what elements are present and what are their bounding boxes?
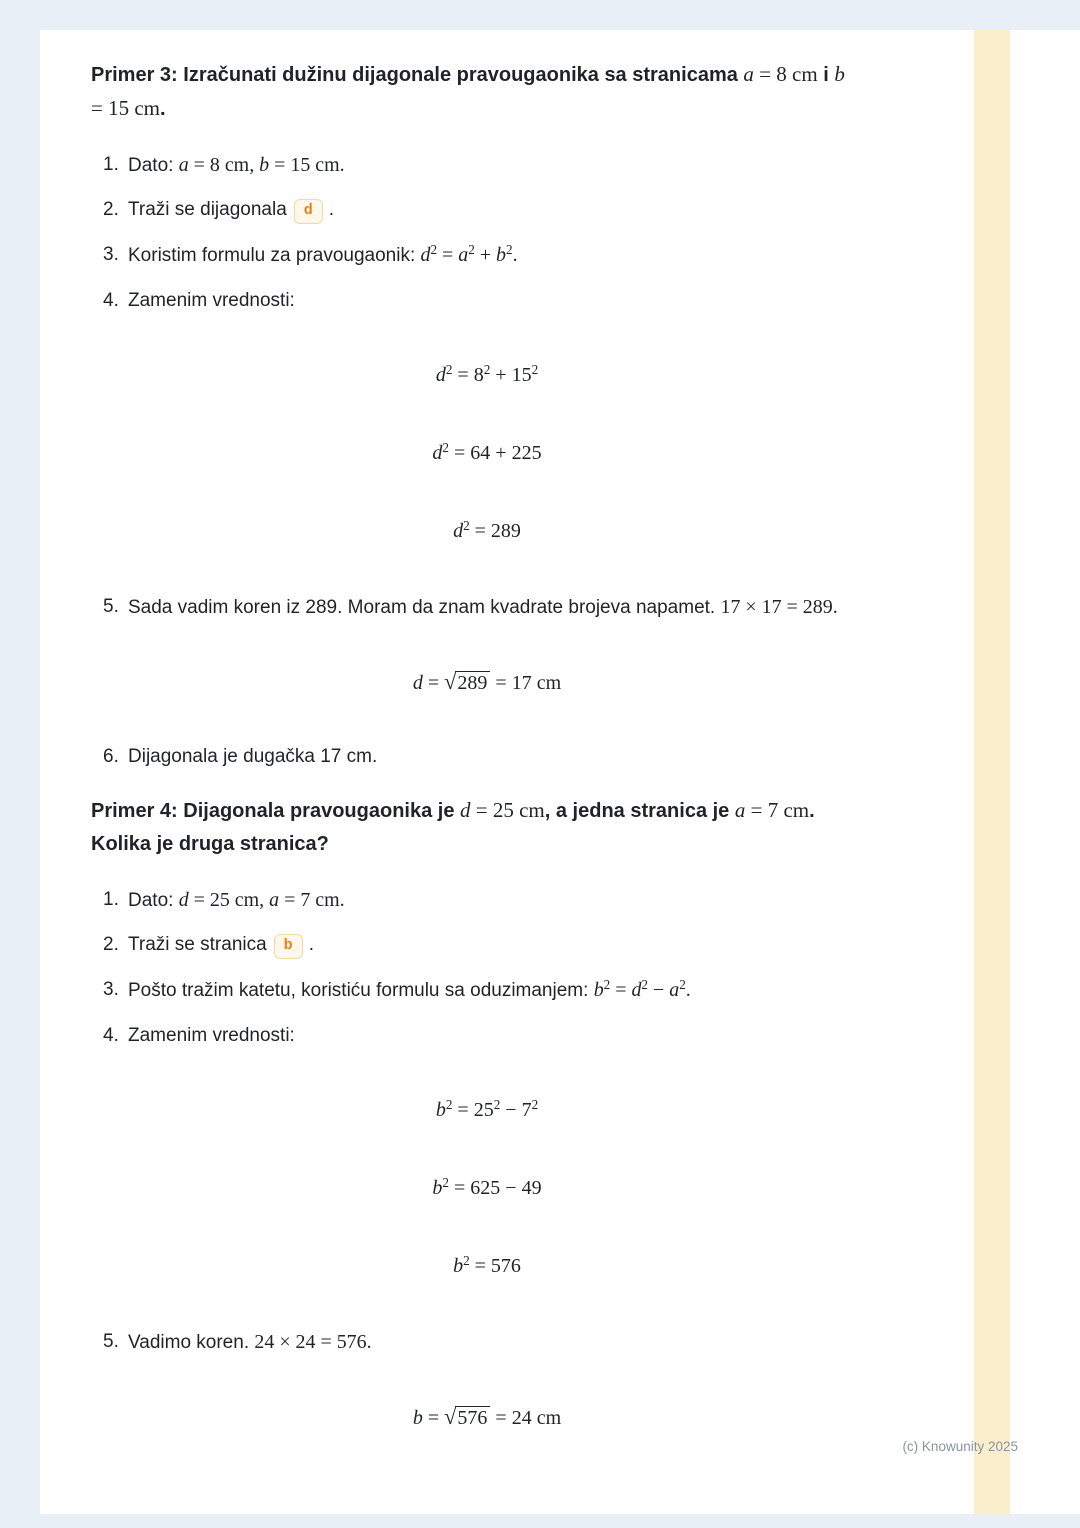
inline-math: a = 8 cm, b = 15 cm. [178, 154, 345, 176]
step-text-plain: Pošto tražim katetu, koristiću formulu sa oduzimanjem: [128, 980, 594, 1001]
step-text [128, 932, 911, 959]
display-equation: $d^2 = 64 + 225$ [432, 439, 542, 464]
display-equation: $b^2 = 625 - 49$ [432, 1174, 542, 1199]
document-page [40, 30, 1080, 1514]
list-item [103, 152, 911, 179]
heading-text: i [817, 64, 835, 86]
step-text-plain: Traži se dijagonala [128, 199, 287, 220]
step-number: 2. [103, 199, 119, 220]
step-text [128, 1329, 911, 1356]
list-item [103, 594, 911, 621]
step-number: 6. [103, 746, 119, 767]
step-text-plain: Zamenim vrednosti: [128, 290, 295, 311]
step-number: 2. [103, 934, 119, 955]
list-item [103, 932, 911, 959]
step-text [128, 197, 911, 224]
inline-math: 17 × 17 = 289. [720, 596, 838, 618]
display-equation: b = √576 = 24 cm [412, 1404, 562, 1429]
primer4-steps-list [103, 887, 911, 1433]
heading-text: . [160, 98, 166, 120]
step-number: 1. [103, 154, 119, 175]
list-item [103, 242, 911, 270]
highlight-strip [974, 30, 1010, 1514]
step-text-plain: Vadimo koren. [128, 1332, 255, 1353]
inline-math: $d^2 = a^2 + b^2$. [420, 241, 518, 266]
heading-inline-math: b = 15 cm [91, 62, 845, 120]
step-text-plain: Traži se stranica [128, 934, 267, 955]
primer3-steps-list [103, 152, 911, 770]
step-text-plain: Dato: [128, 155, 179, 176]
list-item [103, 197, 911, 224]
document-content [40, 30, 911, 1433]
inline-math: 24 × 24 = 576. [254, 1331, 372, 1353]
step-text-plain: Dato: [128, 890, 179, 911]
step-number: 4. [103, 1025, 119, 1046]
step-text [128, 1023, 911, 1049]
step-text [128, 887, 911, 914]
list-item [103, 288, 911, 314]
step-text-plain: Sada vadim koren iz 289. Moram da znam kvadrate brojeva napamet. [128, 597, 721, 618]
step-text-plain: . [328, 199, 335, 220]
list-item [103, 744, 911, 770]
step-number: 1. [103, 889, 119, 910]
step-number: 3. [103, 979, 119, 1000]
display-equation: $b^2 = 576$ [453, 1252, 521, 1277]
heading-text: Primer 3: Izračunati dužinu dijagonale pravougaonika sa stranicama [91, 64, 744, 86]
inline-math: d = 25 cm, a = 7 cm. [178, 889, 345, 911]
list-item [103, 887, 911, 914]
step-text [128, 152, 911, 179]
step-text-plain: . [308, 934, 314, 955]
step-text-plain: Zamenim vrednosti: [128, 1025, 295, 1046]
inline-math: $b^2 = d^2 - a^2$. [593, 976, 691, 1001]
step-number: 5. [103, 1331, 119, 1352]
primer4-heading [91, 794, 846, 861]
display-equation: $d^2 = 289$ [453, 517, 521, 542]
step-text-plain: Koristim formulu za pravougaonik: [128, 245, 421, 266]
step-text [128, 242, 911, 270]
primer3-heading [91, 58, 846, 126]
heading-inline-math: a = 7 cm [734, 798, 810, 822]
step-text [128, 977, 911, 1005]
display-equation: d = √289 = 17 cm [412, 669, 562, 694]
step-number: 5. [103, 596, 119, 617]
list-item [103, 1329, 911, 1356]
heading-text: Primer 4: Dijagonala pravougaonika je [91, 800, 461, 822]
display-equation: $b^2 = 25^2 - 7^2$ [435, 1096, 539, 1121]
list-item [103, 1023, 911, 1049]
variable-chip: b [274, 934, 303, 959]
step-number: 3. [103, 244, 119, 265]
list-item [103, 977, 911, 1005]
step-text [128, 288, 911, 314]
copyright-watermark: (c) Knowunity 2025 [902, 1439, 1018, 1454]
heading-text: . Kolika je druga stranica? [91, 800, 815, 855]
heading-inline-math: d = 25 cm [460, 798, 545, 822]
step-number: 4. [103, 290, 119, 311]
step-text [128, 594, 911, 621]
heading-inline-math: a = 8 cm [743, 62, 818, 86]
display-equation: $d^2 = 8^2 + 15^2$ [435, 361, 539, 386]
heading-text: , a jedna stranica je [544, 800, 735, 822]
variable-chip: d [294, 199, 323, 224]
step-text-plain: Dijagonala je dugačka 17 cm. [128, 746, 378, 767]
step-text [128, 744, 911, 770]
